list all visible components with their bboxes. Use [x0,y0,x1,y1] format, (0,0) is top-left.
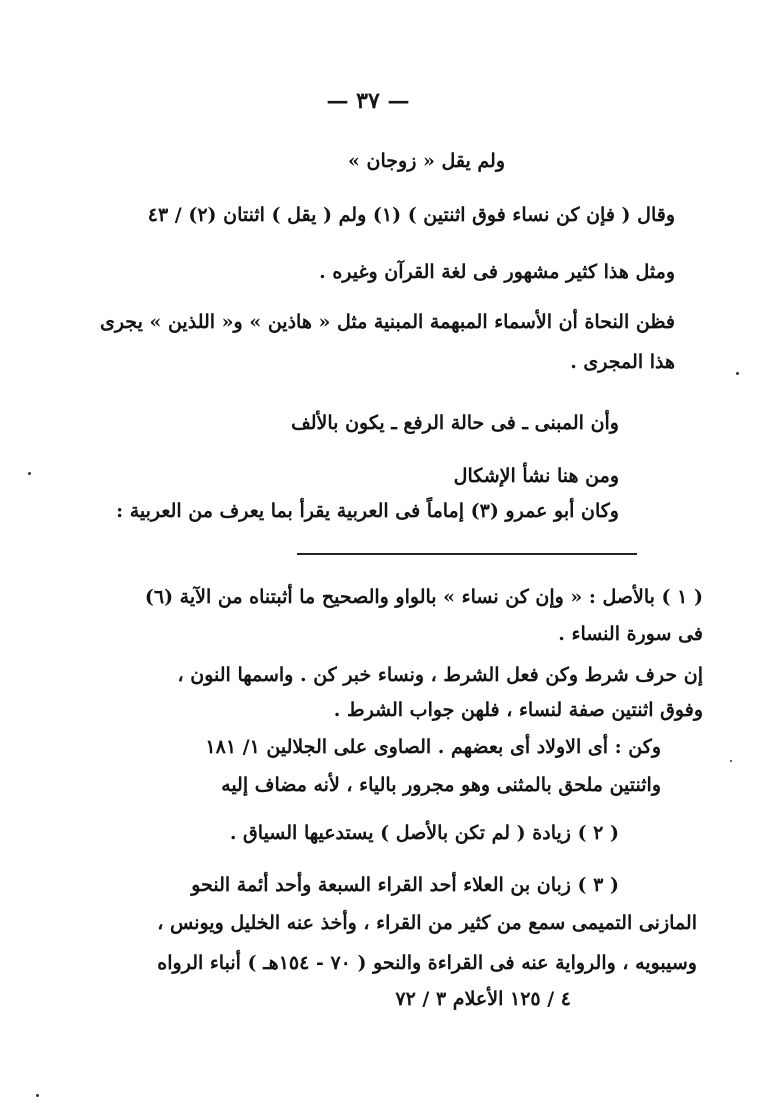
footnote-line: ( ١ ) بالأصل : « وإن كن نساء » بالواو والصحيح ما أثبتناه من الآية (٦) [144,586,703,608]
scan-speck [28,472,31,475]
body-line: وأن المبنى ـ فى حالة الرفع ـ يكون بالألف [291,412,619,434]
footnote-line: واثنتين ملحق بالمثنى وهو مجرور بالياء ، لأنه مضاف إليه [221,774,661,796]
scan-speck [730,760,732,762]
body-line: هذا المجرى . [570,351,675,373]
footnote-line: وكن : أى الاولاد أى بعضهم . الصاوى على الجلالين ١/ ١٨١ [205,736,661,758]
body-line: وقال ( فإن كن نساء فوق اثنتين ) (١) ولم ( يقل ) اثنتان (٢) / ٤٣ [147,204,675,226]
body-line: ولم يقل « زوجان » [348,150,505,172]
footnote-line: إن حرف شرط وكن فعل الشرط ، ونساء خبر كن . واسمها النون ، [177,664,703,686]
footnote-line: وسيبويه ، والرواية عنه فى القراءة والنحو ( ٧٠ - ١٥٤هـ ) أنباء الرواه [157,952,697,974]
scan-speck [36,1094,39,1097]
footnote-separator [297,553,637,555]
body-line: وكان أبو عمرو (٣) إماماً فى العربية يقرأ بما يعرف من العربية : [116,500,619,522]
footnote-line: فى سورة النساء . [558,623,703,645]
page-number: — ٣٧ — [326,88,410,114]
footnote-line: المازنى التميمى سمع من كثير من القراء ، وأخذ عنه الخليل ويونس ، [157,912,697,934]
body-line: ومثل هذا كثير مشهور فى لغة القرآن وغيره . [319,261,675,283]
body-line: ومن هنا نشأ الإشكال [453,465,619,487]
footnote-line: ٤ / ١٢٥ الأعلام ٣ / ٧٢ [395,988,571,1010]
footnote-line: وفوق اثنتين صفة لنساء ، فلهن جواب الشرط . [333,699,703,721]
footnote-line: ( ٢ ) زيادة ( لم تكن بالأصل ) يستدعيها السياق . [229,822,619,844]
body-line: فظن النحاة أن الأسماء المبهمة المبنية مثل « هاذين » و« اللذين » يجرى [99,311,675,333]
footnote-line: ( ٣ ) زبان بن العلاء أحد القراء السبعة وأحد أئمة النحو [191,874,619,896]
scan-speck [736,372,739,375]
